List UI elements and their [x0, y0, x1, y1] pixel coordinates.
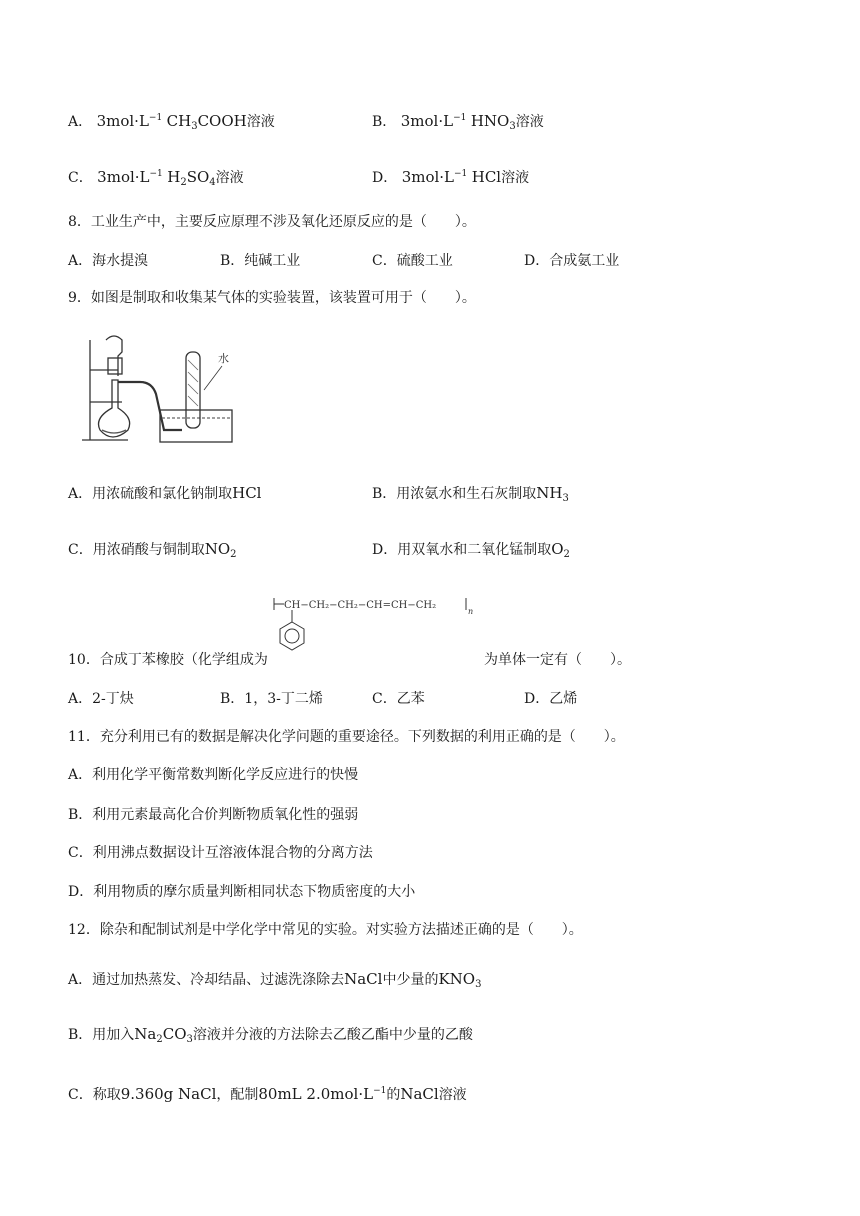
option-label: B．: [372, 114, 397, 130]
subscript: 3: [186, 1034, 193, 1045]
water-trough: [160, 410, 232, 442]
formula: HCl: [232, 484, 262, 502]
subscript: 2: [156, 1034, 163, 1045]
formula-part: COOH: [197, 112, 247, 130]
formula-part: SO: [186, 168, 210, 186]
option-text: ，配制: [216, 1087, 259, 1103]
q8-option-d: D．合成氨工业: [524, 253, 620, 269]
polymer-structure: [270, 590, 480, 660]
mass-value: 9.360g NaCl: [120, 1085, 217, 1103]
q12-option-b: [68, 1024, 473, 1050]
exponent: −1: [454, 169, 468, 179]
formula-part: CH: [166, 112, 192, 130]
benzene-circle: [285, 629, 299, 643]
formula: NO: [204, 540, 231, 558]
q7-option-b: [372, 108, 544, 137]
q8-option-a: A．海水提溴: [68, 253, 149, 269]
q11-stem: 11．充分利用已有的数据是解决化学问题的重要途径。下列数据的利用正确的是（ ）。: [68, 729, 625, 745]
round-flask: [99, 380, 130, 437]
label-pointer: [204, 366, 222, 390]
option-text: 中少量的: [382, 972, 439, 988]
option-text: B．用浓氨水和生石灰制取: [372, 486, 537, 502]
concentration: 3mol·L: [400, 112, 454, 130]
formula-part: H: [167, 168, 181, 186]
option-text: C．用浓硝酸与铜制取: [68, 542, 205, 558]
exponent: −1: [453, 113, 467, 123]
subscript: 4: [209, 177, 216, 188]
concentration: 3mol·L: [96, 112, 149, 130]
suffix: 溶液: [515, 114, 544, 130]
option-text: A．通过加热蒸发、冷却结晶、过滤洗涤除去: [68, 972, 345, 988]
option-text: A．用浓硫酸和氯化钠制取: [68, 486, 233, 502]
delivery-tube: [118, 382, 182, 430]
q12-option-a: [68, 969, 481, 995]
option-text: C．称取: [68, 1087, 121, 1103]
q7-option-d: [372, 164, 529, 188]
q9-stem: 9．如图是制取和收集某气体的实验装置，该装置可用于（ ）。: [68, 290, 476, 306]
suffix: 溶液: [246, 114, 275, 130]
subscript: 3: [562, 493, 569, 504]
q10-stem-suffix: 为单体一定有（ ）。: [484, 652, 631, 668]
concentration: 3mol·L: [97, 168, 150, 186]
option-text: B．用加入: [68, 1027, 135, 1043]
q9-option-d: [372, 539, 570, 565]
formula: HCl: [471, 168, 502, 186]
q10-option-a: A．2-丁炔: [68, 691, 134, 707]
subscript: 2: [563, 549, 570, 560]
q10-option-d: D．乙烯: [524, 691, 578, 707]
subscript: 3: [475, 979, 482, 990]
q9-option-b: [372, 483, 569, 509]
tube-hatching: [188, 360, 198, 406]
subscript: 3: [191, 121, 198, 132]
suffix: 溶液: [438, 1087, 467, 1103]
formula: NaCl: [344, 970, 383, 988]
formula: Na: [134, 1025, 157, 1043]
polymer-n: n: [468, 607, 474, 616]
q12-stem: 12．除杂和配制试剂是中学化学中常见的实验。对实验方法描述正确的是（ ）。: [68, 922, 583, 938]
formula: NaCl: [400, 1085, 439, 1103]
option-text: 的: [386, 1087, 401, 1103]
option-label: D．: [372, 170, 398, 186]
exponent: −1: [148, 113, 163, 123]
polymer-chain: CH−CH₂−CH₂−CH=CH−CH₂: [284, 600, 437, 611]
q11-option-d: D．利用物质的摩尔质量判断相同状态下物质密度的大小: [68, 884, 416, 900]
option-label: A．: [68, 114, 93, 130]
concentration: 3mol·L: [401, 168, 455, 186]
subscript: 3: [509, 121, 516, 132]
q9-option-c: [68, 539, 237, 565]
benzene-ring: [280, 622, 304, 650]
q10-option-b: B．1，3-丁二烯: [220, 691, 323, 707]
q11-option-c: C．利用沸点数据设计互溶液体混合物的分离方法: [68, 845, 373, 861]
q8-option-c: C．硫酸工业: [372, 253, 453, 269]
q7-option-a: [68, 108, 275, 137]
q7-option-c: [68, 164, 244, 193]
collection-tube: [186, 352, 200, 428]
suffix: 溶液: [501, 170, 530, 186]
option-text: 溶液并分液的方法除去乙酸乙酯中少量的乙酸: [192, 1027, 473, 1043]
formula: NH: [536, 484, 563, 502]
q10-stem-prefix: 10．合成丁苯橡胶（化学组成为: [68, 652, 268, 668]
q8-stem: 8．工业生产中，主要反应原理不涉及氧化还原反应的是（ ）。: [68, 214, 476, 230]
flask-liquid: [102, 430, 126, 433]
q8-option-b: B．纯碱工业: [220, 253, 301, 269]
q11-option-a: A．利用化学平衡常数判断化学反应进行的快慢: [68, 767, 359, 783]
suffix: 溶液: [215, 170, 244, 186]
water-label: 水: [218, 352, 229, 365]
formula-part: HNO: [470, 112, 510, 130]
subscript: 2: [180, 177, 187, 188]
formula: KNO: [438, 970, 476, 988]
q9-option-a: [68, 483, 261, 504]
q10-option-c: C．乙苯: [372, 691, 425, 707]
exponent: −1: [373, 1086, 387, 1096]
option-text: D．用双氧水和二氧化锰制取: [372, 542, 552, 558]
exponent: −1: [149, 169, 163, 179]
gas-apparatus-figure: [78, 330, 238, 450]
volume-value: 80mL 2.0mol·L: [258, 1085, 374, 1103]
formula: O: [551, 540, 564, 558]
funnel-body: [108, 358, 122, 374]
q11-option-b: B．利用元素最高化合价判断物质氧化性的强弱: [68, 807, 359, 823]
q12-option-c: [68, 1081, 467, 1105]
subscript: 2: [230, 549, 237, 560]
option-label: C．: [68, 170, 93, 186]
formula: CO: [162, 1025, 187, 1043]
